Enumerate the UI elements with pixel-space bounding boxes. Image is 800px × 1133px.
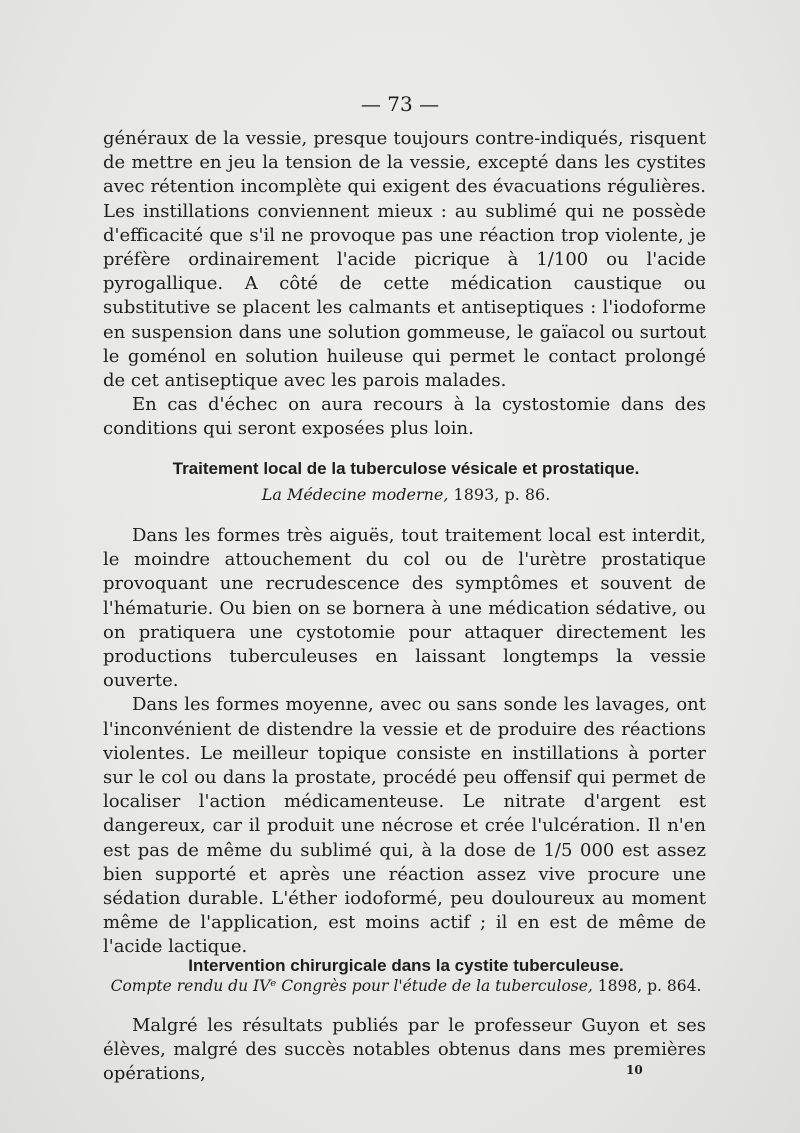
section-heading: Traitement local de la tuberculose vésicale et prostatique. <box>172 459 640 478</box>
source-citation <box>100 977 712 995</box>
signature-mark: 10 <box>626 1063 643 1077</box>
page-number: — 73 — <box>360 92 440 116</box>
section-body <box>103 524 706 960</box>
section-body <box>103 1014 706 1087</box>
source-title: Compte rendu du IVᵉ Congrès pour l'étude de la tuberculose, <box>110 977 593 995</box>
source-title: La Médecine moderne, <box>261 485 449 504</box>
source-citation <box>100 485 712 504</box>
source-details: 1893, p. 86. <box>448 485 551 504</box>
section-continuation <box>103 127 706 442</box>
paragraph: Dans les formes très aiguës, tout traitement local est interdit, le moindre attouchement du col ou de l'urètre prostatique provoquant une recrudescence des symptômes et souvent de l'hématurie. Ou bien on se bornera à une médication sédative, ou on pratiquera une cystotomie pour attaquer directement les productions tuberculeuses en laissant longtemps la vessie ouverte. <box>103 525 706 692</box>
paragraph: En cas d'échec on aura recours à la cystostomie dans des conditions qui seront exposées plus loin. <box>103 394 706 440</box>
paragraph: Dans les formes moyenne, avec ou sans sonde les lavages, ont l'inconvénient de distendre la vessie et de produire des réactions violentes. Le meilleur topique consiste en instillations à porter sur le col ou dans la prostate, procédé peu offensif qui permet de localiser l'action médicamenteuse. Le nitrate d'argent est dangereux, car il produit une nécrose et crée l'ulcération. Il n'en est pas de même du sublimé qui, à la dose de 1/5 000 est assez bien supporté et après une réaction assez vive procure une sédation durable. L'éther iodoformé, peu douloureux au moment même de l'application, est moins actif ; il en est de même de l'acide lactique. <box>103 694 706 958</box>
paragraph: Malgré les résultats publiés par le professeur Guyon et ses élèves, malgré des succès notables obtenus dans mes premières opérations, <box>103 1015 706 1085</box>
paragraph: généraux de la vessie, presque toujours contre-indiqués, risquent de mettre en jeu la tension de la vessie, excepté dans les cystites avec rétention incomplète qui exigent des évacuations régulières. Les instillations conviennent mieux : au sublimé qui ne possède d'efficacité que s'il ne provoque pas une réaction trop violente, je préfère ordinairement l'acide picrique à 1/100 ou l'acide pyrogallique. A côté de cette médication caustique ou substitutive se placent les calmants et antiseptiques : l'iodoforme en suspension dans une solution gommeuse, le gaïacol ou surtout le goménol en solution huileuse qui permet le contact prolongé de cet antiseptique avec les parois malades. <box>103 128 706 392</box>
section-heading: Intervention chirurgicale dans la cystite tuberculeuse. <box>188 956 624 975</box>
source-details: 1898, p. 864. <box>592 977 702 995</box>
